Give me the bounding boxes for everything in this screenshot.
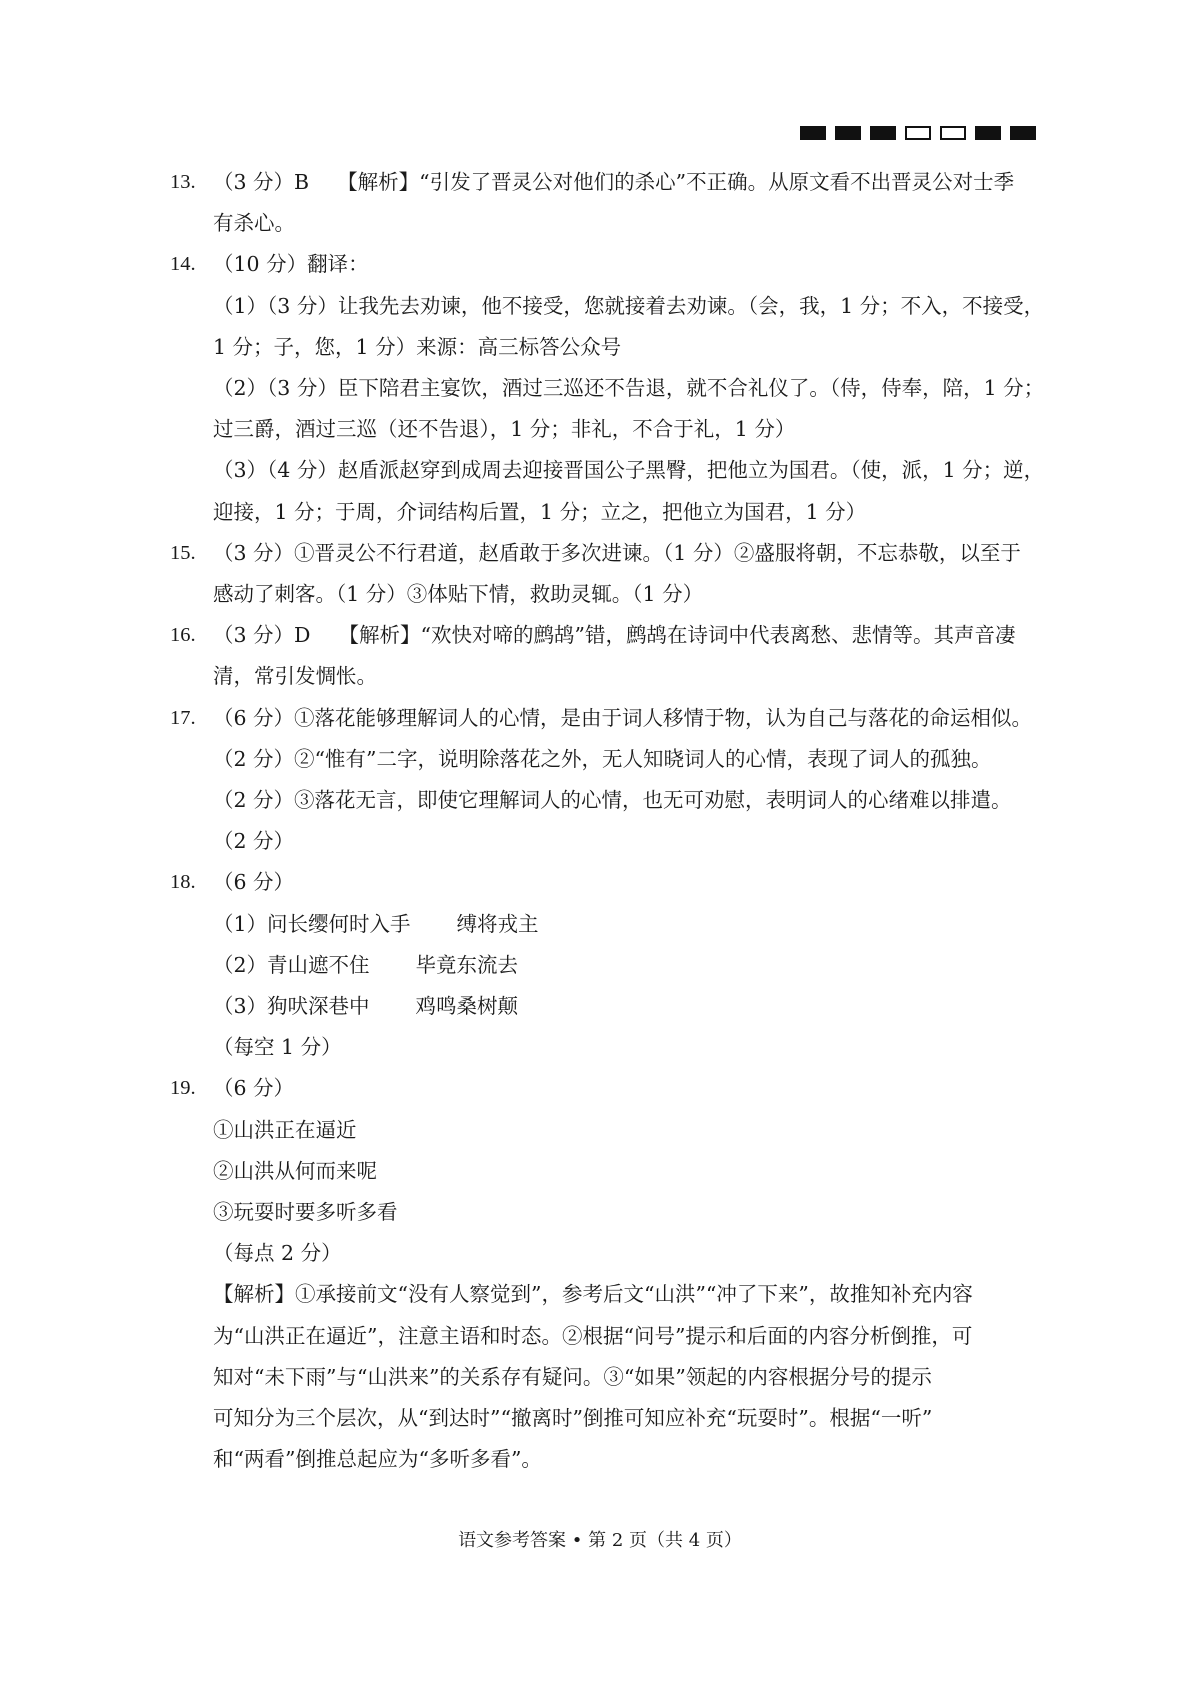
answer-line: ②山洪从何而来呢 [213, 1158, 377, 1183]
poem-second-half: 缚将戎主 [456, 911, 539, 936]
poem-line [213, 904, 1040, 945]
item-body [213, 1068, 1040, 1480]
analysis-line: 和“两看”倒推总起应为“多听多看”。 [213, 1447, 542, 1472]
poem-first-half: （2）青山遮不住 [213, 952, 370, 977]
header-mark-filled [975, 126, 1001, 140]
answer-item-16 [170, 615, 1040, 697]
header-mark-empty [940, 126, 966, 140]
poem-first-half: （1）问长缨何时入手 [213, 911, 411, 936]
item-number: 13. [170, 171, 196, 193]
answer-line: （2 分）②“惟有”二字，说明除落花之外，无人知晓词人的心情，表现了词人的孤独。 [213, 746, 992, 771]
page-footer: 语文参考答案 • 第 2 页（共 4 页） [458, 1530, 742, 1551]
answer-text: 1 分；子，您，1 分） [213, 334, 417, 359]
answer-item-19 [170, 1068, 1040, 1480]
answer-line: （6 分） [213, 870, 295, 895]
answer-line: （6 分） [213, 1076, 295, 1101]
answer-line: （10 分）翻译： [213, 252, 369, 277]
analysis-line: 可知分为三个层次，从“到达时”“撤离时”倒推可知应补充“玩耍时”。根据“一听” [213, 1406, 933, 1431]
answer-line: （3 分）①晋灵公不行君道，赵盾敢于多次进谏。（1 分）②盛服将朝，不忘恭敬，以至于 [213, 540, 1021, 565]
answer-line: ①山洪正在逼近 [213, 1117, 357, 1142]
analysis-line: 知对“未下雨”与“山洪来”的关系存有疑问。③“如果”领起的内容根据分号的提示 [213, 1364, 932, 1389]
poem-line [213, 986, 1040, 1027]
answer-line: （2 分） [213, 829, 295, 854]
analysis-text: 【解析】“引发了晋灵公对他们的杀心”不正确。从原文看不出晋灵公对士季 [337, 170, 1015, 194]
item-number: 18. [170, 871, 196, 894]
item-body [213, 244, 1044, 532]
item-number: 17. [170, 706, 196, 729]
answer-line: （3）（4 分）赵盾派赵穿到成周去迎接晋国公子黑臀，把他立为国君。（使，派，1 分；逆， [213, 458, 1045, 483]
item-number: 15. [170, 541, 196, 564]
header-marks [800, 126, 1036, 140]
source-note: 来源：高三标答公众号 [416, 334, 622, 359]
answer-line: （每点 2 分） [213, 1241, 342, 1266]
answer-line [213, 327, 1044, 368]
header-mark-empty [905, 126, 931, 140]
item-body [213, 698, 1040, 863]
header-mark-filled [1010, 126, 1036, 140]
item-number: 19. [170, 1077, 196, 1100]
item-number: 16. [170, 624, 196, 647]
header-mark-filled [835, 126, 861, 140]
poem-first-half: （3）狗吠深巷中 [213, 994, 370, 1019]
answer-line: （每空 1 分） [213, 1035, 342, 1060]
answer-content [170, 162, 1045, 1481]
answer-line: 过三爵，酒过三巡（还不告退），1 分；非礼，不合于礼，1 分） [213, 417, 796, 442]
header-mark-filled [800, 126, 826, 140]
item-number: 14. [170, 253, 196, 276]
answer-line: 清，常引发惆怅。 [213, 664, 377, 689]
answer-line [213, 615, 1040, 656]
answer-item-13 [170, 162, 1040, 244]
item-body [213, 162, 1040, 244]
analysis-line: 【解析】①承接前文“没有人察觉到”，参考后文“山洪”“冲了下来”，故推知补充内容 [213, 1282, 973, 1307]
answer-line: （2 分）③落花无言，即使它理解词人的心情，也无可劝慰，表明词人的心绪难以排遣。 [213, 788, 1012, 813]
header-mark-filled [870, 126, 896, 140]
poem-second-half: 鸡鸣桑树颠 [415, 994, 519, 1019]
answer-line: 迎接，1 分；于周，介词结构后置，1 分；立之，把他立为国君，1 分） [213, 499, 867, 524]
answer-choice: （3 分）D [213, 623, 311, 648]
item-body [213, 615, 1040, 697]
answer-line: （6 分）①落花能够理解词人的心情，是由于词人移情于物，认为自己与落花的命运相似。 [213, 705, 1033, 730]
answer-line: （2）（3 分）臣下陪君主宴饮，酒过三巡还不告退，就不合礼仪了。（侍，侍奉，陪，1 分； [213, 376, 1045, 401]
answer-line [213, 162, 1040, 203]
answer-item-18 [170, 862, 1040, 1068]
answer-item-17 [170, 698, 1040, 863]
item-body [213, 533, 1040, 615]
answer-line: 有杀心。 [213, 211, 295, 236]
answer-line: （1）（3 分）让我先去劝谏，他不接受，您就接着去劝谏。（会，我，1 分；不入，不接受， [213, 293, 1045, 318]
answer-item-15 [170, 533, 1040, 615]
analysis-text: 【解析】“欢快对啼的鹧鸪”错，鹧鸪在诗词中代表离愁、悲情等。其声音凄 [338, 623, 1016, 648]
answer-choice: （3 分）B [213, 170, 310, 194]
answer-item-14 [170, 244, 1045, 532]
poem-line [213, 945, 1040, 986]
poem-second-half: 毕竟东流去 [415, 952, 519, 977]
analysis-line: 为“山洪正在逼近”，注意主语和时态。②根据“问号”提示和后面的内容分析倒推，可 [213, 1323, 973, 1348]
item-body [213, 862, 1040, 1068]
answer-line: 感动了刺客。（1 分）③体贴下情，救助灵辄。（1 分） [213, 582, 704, 607]
answer-line: ③玩耍时要多听多看 [213, 1200, 398, 1225]
